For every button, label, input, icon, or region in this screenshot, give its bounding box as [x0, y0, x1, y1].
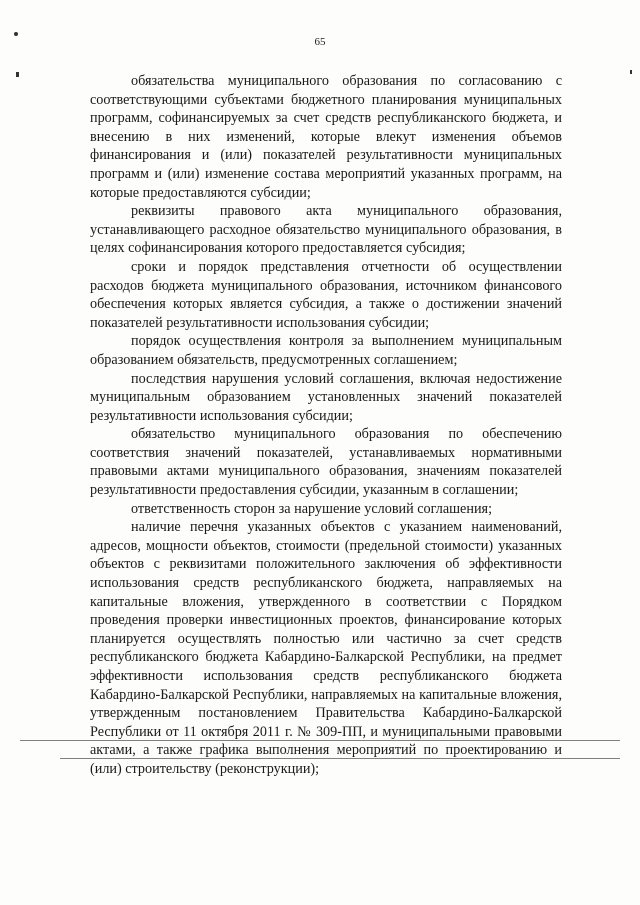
- paragraph: обязательства муниципального образования по согласованию с соответствующими субъектами бюджетного планирования муниципальных программ, софинансируемых за счет средств республиканского бюджета, и внесению в них изменений, которые влекут изменения объемов финансирования и (или) показателей результативности муниципальных программ и (или) изменение состава мероприятий указанных программ, на которые предоставляются субсидии;: [90, 73, 562, 201]
- scan-mark-right: [630, 70, 632, 74]
- paragraph: порядок осуществления контроля за выполнением муниципальным образованием обязательств, предусмотренных соглашением;: [90, 333, 562, 368]
- paragraph: сроки и порядок представления отчетности об осуществлении расходов бюджета муниципального образования, источником финансового обеспечения которых является субсидия, а также о достижении значений показателей результативности использования субсидии;: [90, 258, 562, 331]
- paragraph: ответственность сторон за нарушение условий соглашения;: [131, 500, 493, 517]
- paragraph: наличие перечня указанных объектов с указанием наименований, адресов, мощности объектов, стоимости (предельной стоимости) указанных объектов с реквизитами положительного заключения об эффективности использования средств республиканского бюджета, направляемых на капитальные вложения, утвержденного в соответствии с Порядком проведения проверки инвестиционных проектов, финансирование которых планируется осуществлять полностью или частично за счет средств республиканского бюджета Кабардино-Балкарской Республики, на предмет эффективности использования средств республиканского бюджета Кабардино-Балкарской Республики, направляемых на капитальные вложения, утвержденным постановлением Правительства Кабардино-Балкарской Республики от 11 октября 2011 г. № 309-ПП, и муниципальными правовыми актами, а также графика выполнения мероприятий по проектированию и (или) строительству (реконструкции);: [90, 519, 562, 777]
- scan-dot: [14, 32, 18, 36]
- page-number: 65: [314, 36, 326, 48]
- body-text: [90, 72, 562, 779]
- paragraph: реквизиты правового акта муниципального образования, устанавливающего расходное обязательство муниципального образования, в целях софинансирования которого предоставляется субсидия;: [90, 203, 562, 257]
- scan-tick: [16, 72, 19, 77]
- paragraph: последствия нарушения условий соглашения, включая недостижение муниципальным образованием установленных значений показателей результативности использования субсидии;: [90, 370, 562, 424]
- paragraph: обязательство муниципального образования по обеспечению соответствия значений показателей, устанавливаемых нормативными правовыми актами муниципального образования, значениям показателей результативности предоставления субсидии, указанным в соглашении;: [90, 426, 562, 499]
